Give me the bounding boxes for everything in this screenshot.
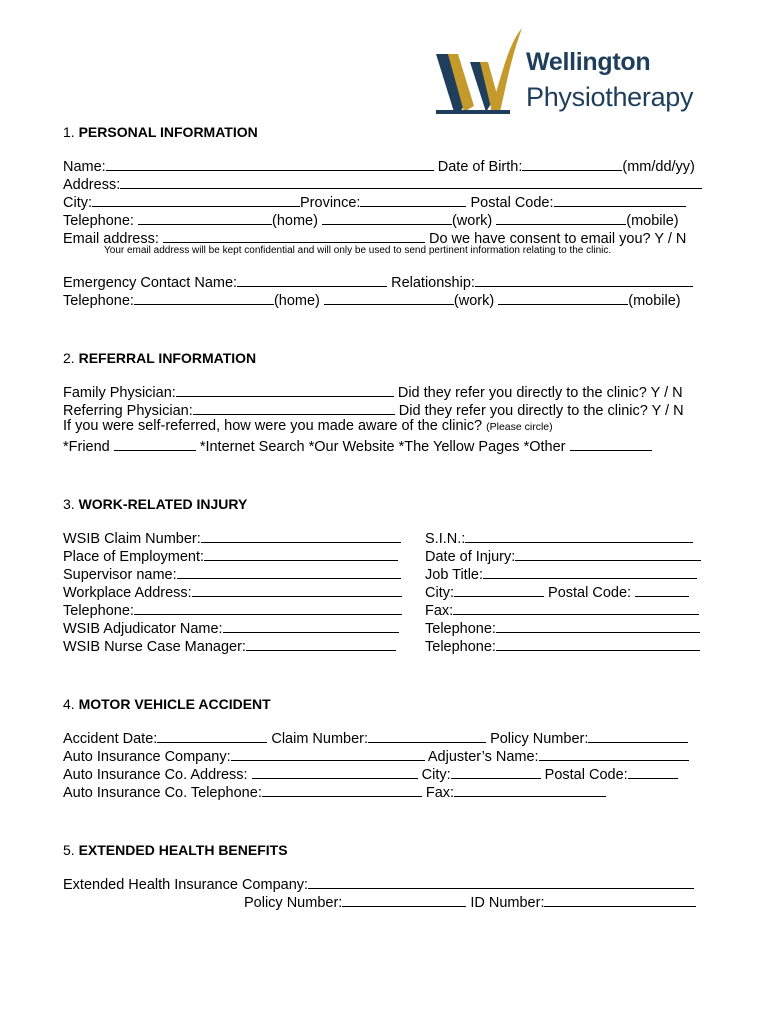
supervisor-label: Supervisor name: (63, 567, 177, 583)
home-phone-field[interactable] (138, 210, 272, 225)
telephone-label: Telephone: (63, 213, 134, 229)
auto-address-field[interactable] (252, 764, 418, 779)
job-title-label: Job Title: (425, 567, 484, 583)
accident-date-label: Accident Date: (63, 731, 158, 747)
emergency-work-field[interactable] (324, 290, 454, 305)
injury-date-field[interactable] (515, 546, 701, 561)
job-title-field[interactable] (483, 564, 697, 579)
dob-field[interactable] (522, 156, 622, 171)
sin-label: S.I.N.: (425, 531, 466, 547)
auto-company-field[interactable] (231, 746, 425, 761)
accident-date-field[interactable] (157, 728, 267, 743)
referring-physician-label: Referring Physician: (63, 403, 193, 419)
work-telephone-row (63, 600, 402, 620)
work-city-row (425, 582, 689, 602)
name-row (63, 156, 695, 176)
section-number: 3. (63, 496, 75, 512)
dob-label: Date of Birth: (437, 159, 523, 175)
adjudicator-telephone-label: Telephone: (425, 621, 496, 637)
adjudicator-row (63, 618, 399, 638)
work-postal-field[interactable] (635, 582, 689, 597)
family-physician-row (63, 382, 683, 402)
city-field[interactable] (92, 192, 300, 207)
mobile-label: (mobile) (628, 293, 681, 309)
telephone-row (63, 210, 679, 230)
sin-field[interactable] (465, 528, 693, 543)
claim-number-field[interactable] (368, 728, 486, 743)
auto-company-row (63, 746, 689, 766)
ehb-company-label: Extended Health Insurance Company: (63, 877, 309, 893)
mobile-label: (mobile) (626, 213, 679, 229)
postal-label: Postal Code: (470, 195, 554, 211)
policy-number-field[interactable] (588, 728, 688, 743)
province-label: Province: (300, 195, 361, 211)
city-row (63, 192, 686, 212)
auto-city-field[interactable] (451, 764, 541, 779)
name-label: Name: (63, 159, 106, 175)
nurse-manager-label: WSIB Nurse Case Manager: (63, 639, 246, 655)
policy-number-label: Policy Number: (490, 731, 589, 747)
auto-address-row (63, 764, 678, 784)
referral-options[interactable]: *Internet Search *Our Website *The Yellow Pages *Other (199, 439, 566, 455)
home-label: (home) (271, 213, 318, 229)
nurse-manager-field[interactable] (246, 636, 396, 651)
section-number: 2. (63, 350, 75, 366)
adjudicator-field[interactable] (223, 618, 399, 633)
job-title-row (425, 564, 697, 584)
adjudicator-telephone-row (425, 618, 700, 638)
relationship-label: Relationship: (391, 275, 475, 291)
auto-city-label: City: (421, 767, 451, 783)
logo-subtitle: Physiotherapy (526, 82, 694, 112)
work-fax-field[interactable] (453, 600, 699, 615)
adjuster-label: Adjuster’s Name: (427, 749, 539, 765)
supervisor-field[interactable] (177, 564, 401, 579)
section-number: 1. (63, 124, 75, 140)
emergency-mobile-field[interactable] (498, 290, 628, 305)
ehb-policy-row (244, 892, 696, 912)
accident-row (63, 728, 688, 748)
workplace-address-row (63, 582, 402, 602)
logo-name: Wellington (526, 48, 651, 76)
emergency-row (63, 272, 693, 292)
email-field[interactable] (163, 228, 425, 243)
family-physician-label: Family Physician: (63, 385, 176, 401)
emergency-telephone-label: Telephone: (63, 293, 134, 309)
injury-date-row (425, 546, 701, 566)
referring-physician-row (63, 400, 684, 420)
referring-referral-question: Did they refer you directly to the clinic? Y / N (398, 403, 684, 419)
work-telephone-label: Telephone: (63, 603, 134, 619)
supervisor-row (63, 564, 401, 584)
emergency-contact-label: Emergency Contact Name: (63, 275, 238, 291)
adjuster-field[interactable] (539, 746, 689, 761)
auto-company-label: Auto Insurance Company: (63, 749, 231, 765)
auto-telephone-field[interactable] (262, 782, 422, 797)
section-number: 5. (63, 842, 75, 858)
family-referral-question: Did they refer you directly to the clinic? Y / N (397, 385, 683, 401)
section-5-heading (63, 842, 288, 859)
please-circle-note: (Please circle) (486, 421, 553, 433)
work-label: (work) (451, 213, 493, 229)
ehb-policy-label: Policy Number: (244, 895, 343, 911)
sin-row (425, 528, 693, 548)
section-title: REFERRAL INFORMATION (78, 350, 257, 366)
section-2-heading (63, 350, 256, 367)
emergency-home-field[interactable] (134, 290, 274, 305)
address-row (63, 174, 702, 194)
work-label: (work) (453, 293, 495, 309)
auto-postal-label: Postal Code: (544, 767, 628, 783)
section-title: WORK-RELATED INJURY (78, 496, 248, 512)
adjudicator-label: WSIB Adjudicator Name: (63, 621, 223, 637)
section-title: PERSONAL INFORMATION (78, 124, 258, 140)
nurse-telephone-field[interactable] (496, 636, 700, 651)
family-physician-field[interactable] (176, 382, 394, 397)
work-postal-label: Postal Code: (548, 585, 632, 601)
auto-fax-label: Fax: (425, 785, 455, 801)
section-title: EXTENDED HEALTH BENEFITS (78, 842, 288, 858)
self-referred-question: If you were self-referred, how were you made aware of the clinic? (63, 418, 483, 434)
home-label: (home) (273, 293, 320, 309)
auto-postal-field[interactable] (628, 764, 678, 779)
section-4-heading (63, 696, 271, 713)
ehb-policy-field[interactable] (342, 892, 466, 907)
emergency-contact-field[interactable] (237, 272, 387, 287)
email-consent-question: Do we have consent to email you? Y / N (428, 231, 687, 247)
workplace-address-field[interactable] (192, 582, 402, 597)
auto-fax-field[interactable] (454, 782, 606, 797)
relationship-field[interactable] (475, 272, 693, 287)
claim-number-label: Claim Number: (271, 731, 369, 747)
nurse-telephone-label: Telephone: (425, 639, 496, 655)
injury-date-label: Date of Injury: (425, 549, 516, 565)
adjudicator-telephone-field[interactable] (496, 618, 700, 633)
nurse-manager-row (63, 636, 396, 656)
wsib-claim-field[interactable] (201, 528, 401, 543)
postal-field[interactable] (554, 192, 686, 207)
w-logo-icon (434, 26, 526, 118)
workplace-address-label: Workplace Address: (63, 585, 192, 601)
wsib-claim-row (63, 528, 401, 548)
work-city-label: City: (425, 585, 454, 601)
auto-telephone-label: Auto Insurance Co. Telephone: (63, 785, 262, 801)
work-city-field[interactable] (454, 582, 544, 597)
work-fax-label: Fax: (425, 603, 454, 619)
section-1-heading (63, 124, 258, 141)
employment-field[interactable] (204, 546, 398, 561)
referring-physician-field[interactable] (193, 400, 395, 415)
section-number: 4. (63, 696, 75, 712)
city-label: City: (63, 195, 92, 211)
option-friend[interactable]: *Friend (63, 439, 110, 455)
wsib-claim-label: WSIB Claim Number: (63, 531, 201, 547)
referral-options-row (63, 436, 652, 456)
nurse-telephone-row (425, 636, 700, 656)
address-label: Address: (63, 177, 121, 193)
section-3-heading (63, 496, 247, 513)
clinic-logo (434, 26, 724, 126)
auto-telephone-row (63, 782, 606, 802)
mobile-phone-field[interactable] (496, 210, 626, 225)
email-label: Email address: (63, 231, 159, 247)
work-telephone-field[interactable] (134, 600, 402, 615)
province-field[interactable] (360, 192, 466, 207)
employment-label: Place of Employment: (63, 549, 205, 565)
dob-format: (mm/dd/yy) (622, 159, 695, 175)
other-field[interactable] (570, 436, 652, 451)
address-field[interactable] (120, 174, 702, 189)
name-field[interactable] (106, 156, 434, 171)
ehb-id-field[interactable] (544, 892, 696, 907)
work-phone-field[interactable] (322, 210, 452, 225)
work-fax-row (425, 600, 699, 620)
employment-row (63, 546, 398, 566)
email-note: Your email address will be kept confidential and will only be used to send pertinent information relating to the clinic. (104, 245, 612, 256)
auto-address-label: Auto Insurance Co. Address: (63, 767, 248, 783)
ehb-id-label: ID Number: (470, 895, 545, 911)
self-referred-row (63, 418, 553, 436)
friend-field[interactable] (114, 436, 196, 451)
ehb-company-field[interactable] (308, 874, 694, 889)
emergency-telephone-row (63, 290, 681, 310)
section-title: MOTOR VEHICLE ACCIDENT (78, 696, 271, 712)
ehb-company-row (63, 874, 694, 894)
